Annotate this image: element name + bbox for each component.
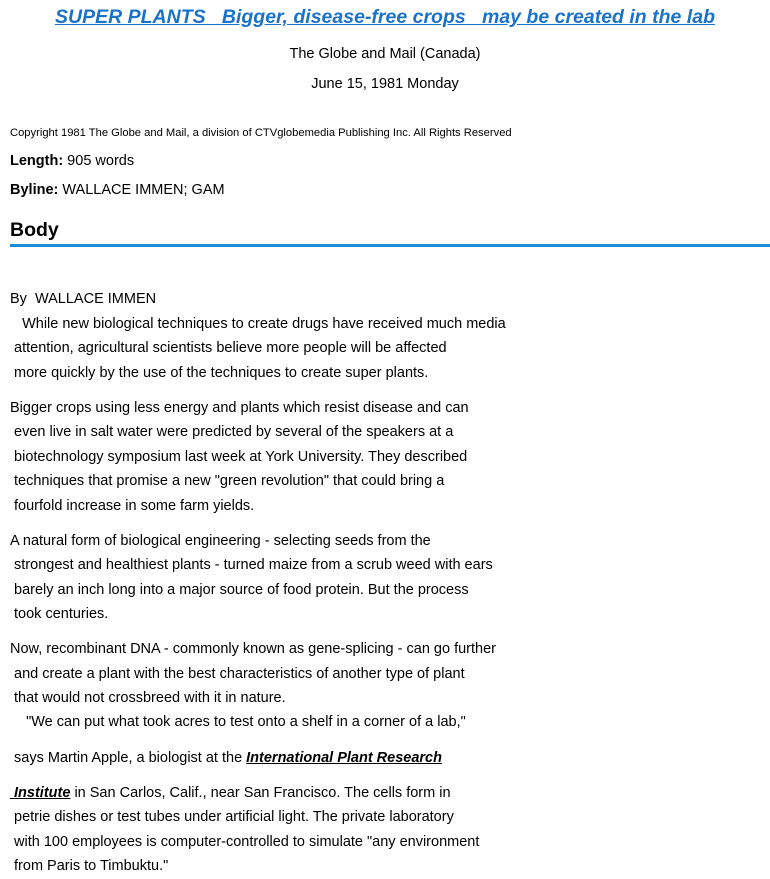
- body-line: While new biological techniques to create drugs have received much media: [10, 316, 506, 332]
- institute-link[interactable]: International Plant Research: [246, 750, 442, 766]
- body-line: strongest and healthiest plants - turned maize from a scrub weed with ears: [10, 557, 493, 573]
- body-text: in San Carlos, Calif., near San Francisco. The cells form in: [70, 785, 451, 801]
- body-text: says Martin Apple, a biologist at the: [10, 750, 247, 766]
- body-line: barely an inch long into a major source of food protein. But the process: [10, 582, 469, 598]
- body-line: petrie dishes or test tubes under artificial light. The private laboratory: [10, 809, 454, 825]
- body-line: biotechnology symposium last week at York University. They described: [10, 449, 468, 465]
- body-line: from Paris to Timbuktu.": [10, 858, 169, 874]
- body-line: A natural form of biological engineering - selecting seeds from the: [10, 533, 431, 549]
- body-line: attention, agricultural scientists believe more people will be affected: [10, 340, 447, 356]
- body-line: Bigger crops using less energy and plants which resist disease and can: [10, 400, 469, 416]
- publication-date: June 15, 1981 Monday: [311, 76, 459, 92]
- body-line: "We can put what took acres to test onto a shelf in a corner of a lab,": [10, 714, 466, 730]
- body-line: techniques that promise a new "green revolution" that could bring a: [10, 473, 445, 489]
- institute-link-continued[interactable]: Institute: [10, 785, 71, 801]
- body-line: even live in salt water were predicted by several of the speakers at a: [10, 424, 454, 440]
- length-label: Length:: [10, 153, 64, 169]
- publication-name: The Globe and Mail (Canada): [289, 46, 481, 62]
- length-row: [10, 153, 134, 169]
- copyright-notice: Copyright 1981 The Globe and Mail, a division of CTVglobemedia Publishing Inc. All Rights Reserved: [10, 127, 512, 139]
- article-title[interactable]: SUPER PLANTS Bigger, disease-free crops may be created in the lab: [55, 6, 715, 28]
- body-line: fourfold increase in some farm yields.: [10, 498, 255, 514]
- body-heading: Body: [10, 219, 59, 241]
- body-line: with 100 employees is computer-controlled to simulate "any environment: [10, 834, 480, 850]
- length-value: 905 words: [63, 153, 135, 169]
- body-line: took centuries.: [10, 606, 109, 622]
- body-line: and create a plant with the best characteristics of another type of plant: [10, 666, 465, 682]
- byline-value: WALLACE IMMEN; GAM: [58, 182, 225, 198]
- heading-divider: [10, 244, 770, 247]
- body-line: that would not crossbreed with it in nature.: [10, 690, 286, 706]
- byline-row: [10, 182, 225, 198]
- body-line: [10, 750, 442, 767]
- body-line: [10, 785, 451, 802]
- byline-label: Byline:: [10, 182, 59, 198]
- body-line: Now, recombinant DNA - commonly known as gene-splicing - can go further: [10, 641, 496, 657]
- body-line: more quickly by the use of the techniques to create super plants.: [10, 365, 429, 381]
- body-line: By WALLACE IMMEN: [10, 291, 157, 307]
